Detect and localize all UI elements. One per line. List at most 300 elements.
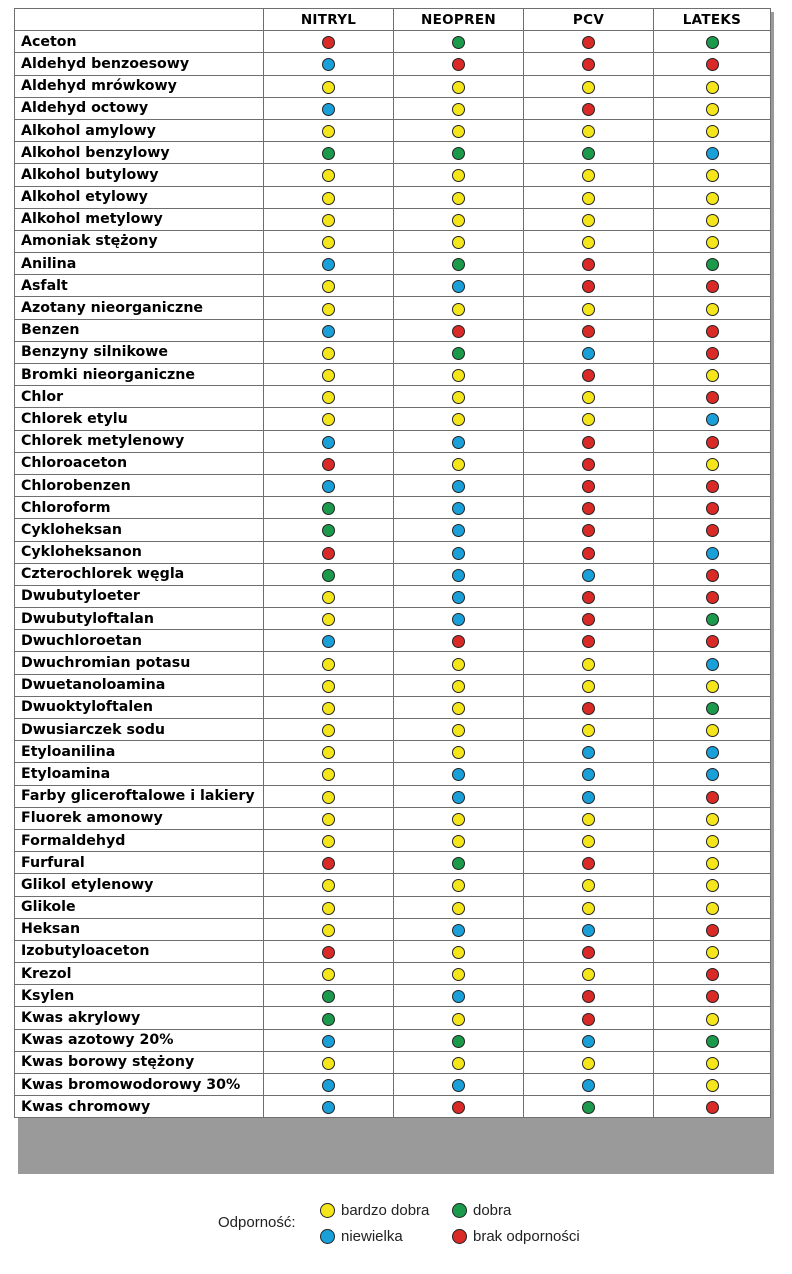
chemical-name-cell: Etyloamina bbox=[15, 763, 264, 785]
rating-cell-nitryl bbox=[264, 719, 394, 741]
green-rating-dot-icon bbox=[452, 347, 465, 360]
green-rating-dot-icon bbox=[452, 1035, 465, 1048]
rating-cell-nitryl bbox=[264, 75, 394, 97]
table-row bbox=[15, 1007, 771, 1029]
red-rating-dot-icon bbox=[706, 1101, 719, 1114]
blue-rating-dot-icon bbox=[452, 524, 465, 537]
rating-cell-lateks bbox=[654, 630, 771, 652]
red-rating-dot-icon bbox=[582, 857, 595, 870]
blue-rating-dot-icon bbox=[582, 1035, 595, 1048]
rating-cell-lateks bbox=[654, 763, 771, 785]
rating-cell-nitryl bbox=[264, 785, 394, 807]
legend-label-good: dobra bbox=[473, 1202, 512, 1219]
yellow-rating-dot-icon bbox=[322, 214, 335, 227]
rating-cell-nitryl bbox=[264, 364, 394, 386]
rating-cell-lateks bbox=[654, 386, 771, 408]
blue-rating-dot-icon bbox=[452, 569, 465, 582]
chemical-name-cell: Aldehyd benzoesowy bbox=[15, 53, 264, 75]
rating-cell-lateks bbox=[654, 430, 771, 452]
yellow-rating-dot-icon bbox=[322, 347, 335, 360]
rating-cell-lateks bbox=[654, 652, 771, 674]
yellow-rating-dot-icon bbox=[706, 879, 719, 892]
yellow-rating-dot-icon bbox=[582, 879, 595, 892]
yellow-rating-dot-icon bbox=[322, 835, 335, 848]
yellow-rating-dot-icon bbox=[322, 902, 335, 915]
rating-cell-lateks bbox=[654, 874, 771, 896]
rating-cell-neopren bbox=[394, 608, 524, 630]
red-rating-dot-icon bbox=[706, 58, 719, 71]
red-rating-dot-icon bbox=[582, 990, 595, 1003]
rating-cell-pcv bbox=[524, 963, 654, 985]
rating-cell-neopren bbox=[394, 31, 524, 53]
red-rating-dot-icon bbox=[582, 946, 595, 959]
chemical-name-cell: Dwusiarczek sodu bbox=[15, 719, 264, 741]
yellow-rating-dot-icon bbox=[706, 458, 719, 471]
table-row bbox=[15, 741, 771, 763]
rating-cell-lateks bbox=[654, 142, 771, 164]
table-row bbox=[15, 918, 771, 940]
table-row bbox=[15, 208, 771, 230]
rating-cell-nitryl bbox=[264, 630, 394, 652]
blue-rating-dot-icon bbox=[582, 569, 595, 582]
table-row bbox=[15, 652, 771, 674]
rating-cell-pcv bbox=[524, 142, 654, 164]
yellow-rating-dot-icon bbox=[322, 303, 335, 316]
yellow-rating-dot-icon bbox=[452, 1057, 465, 1070]
header-neopren: NEOPREN bbox=[394, 9, 524, 31]
rating-cell-pcv bbox=[524, 341, 654, 363]
chemical-name-cell: Formaldehyd bbox=[15, 829, 264, 851]
yellow-rating-dot-icon bbox=[452, 879, 465, 892]
chemical-name-cell: Chlorobenzen bbox=[15, 474, 264, 496]
chemical-name-cell: Dwuoktyloftalen bbox=[15, 696, 264, 718]
yellow-rating-dot-icon bbox=[452, 303, 465, 316]
chemical-name-cell: Dwubutyloeter bbox=[15, 585, 264, 607]
rating-cell-pcv bbox=[524, 75, 654, 97]
yellow-rating-dot-icon bbox=[452, 1013, 465, 1026]
rating-cell-neopren bbox=[394, 896, 524, 918]
blue-rating-dot-icon bbox=[322, 1035, 335, 1048]
rating-cell-neopren bbox=[394, 807, 524, 829]
rating-cell-nitryl bbox=[264, 119, 394, 141]
rating-cell-neopren bbox=[394, 452, 524, 474]
rating-cell-nitryl bbox=[264, 519, 394, 541]
rating-cell-lateks bbox=[654, 97, 771, 119]
rating-cell-pcv bbox=[524, 430, 654, 452]
yellow-rating-dot-icon bbox=[322, 658, 335, 671]
rating-cell-neopren bbox=[394, 630, 524, 652]
table-row bbox=[15, 430, 771, 452]
chemical-name-cell: Furfural bbox=[15, 852, 264, 874]
red-rating-dot-icon bbox=[582, 1013, 595, 1026]
chemical-name-cell: Bromki nieorganiczne bbox=[15, 364, 264, 386]
yellow-rating-dot-icon bbox=[322, 768, 335, 781]
rating-cell-pcv bbox=[524, 1074, 654, 1096]
rating-cell-lateks bbox=[654, 674, 771, 696]
rating-cell-nitryl bbox=[264, 696, 394, 718]
yellow-rating-dot-icon bbox=[706, 835, 719, 848]
blue-rating-dot-icon bbox=[582, 924, 595, 937]
chemical-name-cell: Dwuchloroetan bbox=[15, 630, 264, 652]
chemical-name-cell: Kwas akrylowy bbox=[15, 1007, 264, 1029]
blue-rating-dot-icon bbox=[322, 58, 335, 71]
header-row bbox=[15, 9, 771, 31]
yellow-rating-dot-icon bbox=[322, 169, 335, 182]
rating-cell-neopren bbox=[394, 1051, 524, 1073]
red-rating-dot-icon bbox=[706, 502, 719, 515]
yellow-rating-dot-icon bbox=[706, 902, 719, 915]
rating-cell-lateks bbox=[654, 474, 771, 496]
blue-rating-dot-icon bbox=[706, 547, 719, 560]
chemical-name-cell: Aceton bbox=[15, 31, 264, 53]
rating-cell-nitryl bbox=[264, 585, 394, 607]
yellow-rating-dot-icon bbox=[322, 791, 335, 804]
green-rating-dot-icon bbox=[452, 36, 465, 49]
table-row bbox=[15, 497, 771, 519]
yellow-rating-dot-icon bbox=[582, 813, 595, 826]
rating-cell-neopren bbox=[394, 253, 524, 275]
table-row bbox=[15, 563, 771, 585]
chemical-name-cell: Anilina bbox=[15, 253, 264, 275]
rating-cell-lateks bbox=[654, 408, 771, 430]
blue-rating-dot-icon bbox=[322, 436, 335, 449]
rating-cell-nitryl bbox=[264, 1051, 394, 1073]
table-row bbox=[15, 1074, 771, 1096]
rating-cell-pcv bbox=[524, 985, 654, 1007]
yellow-rating-dot-icon bbox=[582, 658, 595, 671]
chemical-name-cell: Benzen bbox=[15, 319, 264, 341]
rating-cell-neopren bbox=[394, 230, 524, 252]
table-row bbox=[15, 630, 771, 652]
rating-cell-nitryl bbox=[264, 652, 394, 674]
yellow-rating-dot-icon bbox=[452, 214, 465, 227]
legend-label-very-good: bardzo dobra bbox=[341, 1202, 430, 1219]
table-row bbox=[15, 608, 771, 630]
rating-cell-pcv bbox=[524, 53, 654, 75]
chemical-name-cell: Azotany nieorganiczne bbox=[15, 297, 264, 319]
chemical-name-cell: Dwubutyloftalan bbox=[15, 608, 264, 630]
rating-cell-lateks bbox=[654, 208, 771, 230]
rating-cell-lateks bbox=[654, 319, 771, 341]
rating-cell-lateks bbox=[654, 918, 771, 940]
legend-item-good bbox=[452, 1202, 511, 1219]
rating-cell-pcv bbox=[524, 807, 654, 829]
yellow-rating-dot-icon bbox=[582, 236, 595, 249]
rating-cell-pcv bbox=[524, 497, 654, 519]
red-rating-dot-icon bbox=[706, 280, 719, 293]
blue-rating-dot-icon bbox=[452, 613, 465, 626]
red-rating-dot-icon bbox=[706, 347, 719, 360]
rating-cell-neopren bbox=[394, 364, 524, 386]
yellow-rating-dot-icon bbox=[582, 968, 595, 981]
yellow-rating-dot-icon bbox=[322, 591, 335, 604]
yellow-rating-dot-icon bbox=[322, 613, 335, 626]
yellow-rating-dot-icon bbox=[322, 680, 335, 693]
yellow-rating-dot-icon bbox=[582, 835, 595, 848]
chemical-name-cell: Alkohol etylowy bbox=[15, 186, 264, 208]
table-row bbox=[15, 164, 771, 186]
rating-cell-pcv bbox=[524, 186, 654, 208]
green-rating-dot-icon bbox=[322, 524, 335, 537]
chemical-name-cell: Cykloheksanon bbox=[15, 541, 264, 563]
rating-cell-nitryl bbox=[264, 53, 394, 75]
legend-item-none bbox=[452, 1228, 580, 1245]
rating-cell-nitryl bbox=[264, 275, 394, 297]
rating-cell-pcv bbox=[524, 940, 654, 962]
rating-cell-neopren bbox=[394, 319, 524, 341]
blue-rating-dot-icon bbox=[706, 413, 719, 426]
rating-cell-nitryl bbox=[264, 674, 394, 696]
yellow-rating-dot-icon bbox=[452, 680, 465, 693]
green-rating-dot-icon bbox=[322, 990, 335, 1003]
red-rating-dot-icon bbox=[706, 391, 719, 404]
yellow-rating-dot-icon bbox=[452, 125, 465, 138]
red-rating-dot-icon bbox=[582, 547, 595, 560]
blue-rating-dot-icon bbox=[582, 791, 595, 804]
header-name-column bbox=[15, 9, 264, 31]
rating-cell-neopren bbox=[394, 275, 524, 297]
red-rating-dot-icon bbox=[322, 36, 335, 49]
table-row bbox=[15, 97, 771, 119]
table-row bbox=[15, 1029, 771, 1051]
chemical-name-cell: Etyloanilina bbox=[15, 741, 264, 763]
table-row bbox=[15, 75, 771, 97]
rating-cell-nitryl bbox=[264, 430, 394, 452]
red-rating-dot-icon bbox=[706, 325, 719, 338]
red-rating-dot-icon bbox=[582, 458, 595, 471]
rating-cell-lateks bbox=[654, 852, 771, 874]
rating-cell-pcv bbox=[524, 874, 654, 896]
rating-cell-neopren bbox=[394, 763, 524, 785]
yellow-rating-dot-icon bbox=[706, 169, 719, 182]
rating-cell-neopren bbox=[394, 474, 524, 496]
rating-cell-pcv bbox=[524, 1029, 654, 1051]
blue-rating-dot-icon bbox=[582, 746, 595, 759]
yellow-rating-dot-icon bbox=[582, 169, 595, 182]
yellow-rating-dot-icon bbox=[706, 303, 719, 316]
blue-rating-dot-icon bbox=[452, 768, 465, 781]
table-row bbox=[15, 696, 771, 718]
rating-cell-neopren bbox=[394, 1029, 524, 1051]
rating-cell-lateks bbox=[654, 164, 771, 186]
blue-rating-dot-icon bbox=[322, 635, 335, 648]
rating-cell-lateks bbox=[654, 829, 771, 851]
rating-cell-lateks bbox=[654, 785, 771, 807]
yellow-rating-dot-icon bbox=[452, 658, 465, 671]
rating-cell-lateks bbox=[654, 541, 771, 563]
chemical-name-cell: Ksylen bbox=[15, 985, 264, 1007]
red-rating-dot-icon bbox=[452, 58, 465, 71]
rating-cell-lateks bbox=[654, 608, 771, 630]
blue-rating-dot-icon bbox=[582, 347, 595, 360]
rating-cell-pcv bbox=[524, 275, 654, 297]
red-rating-dot-icon bbox=[582, 325, 595, 338]
legend-item-very-good bbox=[320, 1202, 429, 1219]
rating-cell-nitryl bbox=[264, 297, 394, 319]
rating-cell-neopren bbox=[394, 408, 524, 430]
header-lateks: LATEKS bbox=[654, 9, 771, 31]
table-row bbox=[15, 341, 771, 363]
rating-cell-lateks bbox=[654, 119, 771, 141]
yellow-rating-dot-icon bbox=[322, 236, 335, 249]
rating-cell-pcv bbox=[524, 741, 654, 763]
red-rating-dot-icon bbox=[322, 857, 335, 870]
green-rating-dot-icon bbox=[452, 147, 465, 160]
rating-cell-nitryl bbox=[264, 763, 394, 785]
green-rating-dot-icon bbox=[706, 1035, 719, 1048]
table-row bbox=[15, 963, 771, 985]
table-row bbox=[15, 408, 771, 430]
rating-cell-pcv bbox=[524, 364, 654, 386]
yellow-rating-dot-icon bbox=[582, 724, 595, 737]
yellow-rating-dot-icon bbox=[322, 413, 335, 426]
blue-rating-dot-icon bbox=[706, 658, 719, 671]
rating-cell-neopren bbox=[394, 874, 524, 896]
rating-cell-lateks bbox=[654, 253, 771, 275]
rating-cell-nitryl bbox=[264, 1007, 394, 1029]
yellow-rating-dot-icon bbox=[706, 214, 719, 227]
yellow-rating-dot-icon bbox=[322, 280, 335, 293]
yellow-rating-dot-icon bbox=[582, 680, 595, 693]
rating-cell-neopren bbox=[394, 430, 524, 452]
rating-cell-pcv bbox=[524, 608, 654, 630]
yellow-rating-dot-icon bbox=[582, 214, 595, 227]
red-rating-dot-icon bbox=[706, 569, 719, 582]
rating-cell-lateks bbox=[654, 563, 771, 585]
rating-cell-neopren bbox=[394, 918, 524, 940]
red-rating-dot-icon bbox=[582, 280, 595, 293]
rating-cell-nitryl bbox=[264, 408, 394, 430]
legend-blue-dot-icon bbox=[320, 1229, 335, 1244]
chemical-name-cell: Aldehyd mrówkowy bbox=[15, 75, 264, 97]
rating-cell-lateks bbox=[654, 807, 771, 829]
rating-cell-lateks bbox=[654, 75, 771, 97]
yellow-rating-dot-icon bbox=[582, 192, 595, 205]
rating-cell-nitryl bbox=[264, 1029, 394, 1051]
rating-cell-neopren bbox=[394, 985, 524, 1007]
red-rating-dot-icon bbox=[706, 480, 719, 493]
yellow-rating-dot-icon bbox=[452, 946, 465, 959]
table-row bbox=[15, 585, 771, 607]
rating-cell-nitryl bbox=[264, 186, 394, 208]
rating-cell-pcv bbox=[524, 1051, 654, 1073]
table-header bbox=[15, 9, 771, 31]
rating-cell-lateks bbox=[654, 1029, 771, 1051]
rating-cell-nitryl bbox=[264, 963, 394, 985]
rating-cell-nitryl bbox=[264, 31, 394, 53]
yellow-rating-dot-icon bbox=[322, 81, 335, 94]
rating-cell-neopren bbox=[394, 652, 524, 674]
rating-cell-nitryl bbox=[264, 874, 394, 896]
yellow-rating-dot-icon bbox=[322, 724, 335, 737]
rating-cell-nitryl bbox=[264, 985, 394, 1007]
rating-cell-lateks bbox=[654, 963, 771, 985]
rating-cell-neopren bbox=[394, 142, 524, 164]
blue-rating-dot-icon bbox=[322, 258, 335, 271]
yellow-rating-dot-icon bbox=[322, 391, 335, 404]
green-rating-dot-icon bbox=[322, 147, 335, 160]
blue-rating-dot-icon bbox=[706, 746, 719, 759]
yellow-rating-dot-icon bbox=[706, 1079, 719, 1092]
rating-cell-neopren bbox=[394, 696, 524, 718]
rating-cell-pcv bbox=[524, 696, 654, 718]
yellow-rating-dot-icon bbox=[452, 902, 465, 915]
red-rating-dot-icon bbox=[322, 458, 335, 471]
red-rating-dot-icon bbox=[582, 258, 595, 271]
rating-cell-lateks bbox=[654, 585, 771, 607]
rating-cell-nitryl bbox=[264, 1074, 394, 1096]
blue-rating-dot-icon bbox=[706, 768, 719, 781]
legend-label-none: brak odporności bbox=[473, 1228, 580, 1245]
rating-cell-nitryl bbox=[264, 1096, 394, 1118]
yellow-rating-dot-icon bbox=[322, 968, 335, 981]
rating-cell-pcv bbox=[524, 563, 654, 585]
table-row bbox=[15, 230, 771, 252]
rating-cell-lateks bbox=[654, 1074, 771, 1096]
rating-cell-neopren bbox=[394, 852, 524, 874]
yellow-rating-dot-icon bbox=[452, 81, 465, 94]
chemical-name-cell: Alkohol metylowy bbox=[15, 208, 264, 230]
chemical-name-cell: Alkohol amylowy bbox=[15, 119, 264, 141]
rating-cell-nitryl bbox=[264, 852, 394, 874]
yellow-rating-dot-icon bbox=[582, 902, 595, 915]
rating-cell-pcv bbox=[524, 585, 654, 607]
blue-rating-dot-icon bbox=[582, 1079, 595, 1092]
rating-cell-pcv bbox=[524, 630, 654, 652]
rating-cell-pcv bbox=[524, 297, 654, 319]
rating-cell-neopren bbox=[394, 119, 524, 141]
table-row bbox=[15, 319, 771, 341]
table-row bbox=[15, 985, 771, 1007]
chemical-name-cell: Chlorek etylu bbox=[15, 408, 264, 430]
chemical-name-cell: Dwuetanoloamina bbox=[15, 674, 264, 696]
rating-cell-pcv bbox=[524, 31, 654, 53]
yellow-rating-dot-icon bbox=[322, 369, 335, 382]
table-row bbox=[15, 829, 771, 851]
blue-rating-dot-icon bbox=[322, 1101, 335, 1114]
chemical-name-cell: Farby gliceroftalowe i lakiery bbox=[15, 785, 264, 807]
chemical-name-cell: Kwas borowy stężony bbox=[15, 1051, 264, 1073]
yellow-rating-dot-icon bbox=[452, 968, 465, 981]
table-row bbox=[15, 474, 771, 496]
yellow-rating-dot-icon bbox=[706, 1013, 719, 1026]
rating-cell-neopren bbox=[394, 208, 524, 230]
chemical-name-cell: Fluorek amonowy bbox=[15, 807, 264, 829]
rating-cell-pcv bbox=[524, 918, 654, 940]
yellow-rating-dot-icon bbox=[706, 369, 719, 382]
yellow-rating-dot-icon bbox=[706, 125, 719, 138]
table-row bbox=[15, 142, 771, 164]
rating-cell-neopren bbox=[394, 1096, 524, 1118]
rating-cell-lateks bbox=[654, 230, 771, 252]
chemical-name-cell: Cykloheksan bbox=[15, 519, 264, 541]
red-rating-dot-icon bbox=[582, 480, 595, 493]
rating-cell-lateks bbox=[654, 741, 771, 763]
red-rating-dot-icon bbox=[582, 591, 595, 604]
rating-cell-lateks bbox=[654, 985, 771, 1007]
red-rating-dot-icon bbox=[582, 502, 595, 515]
rating-cell-lateks bbox=[654, 497, 771, 519]
yellow-rating-dot-icon bbox=[452, 236, 465, 249]
red-rating-dot-icon bbox=[582, 58, 595, 71]
yellow-rating-dot-icon bbox=[706, 192, 719, 205]
rating-cell-neopren bbox=[394, 186, 524, 208]
chemical-name-cell: Glikol etylenowy bbox=[15, 874, 264, 896]
blue-rating-dot-icon bbox=[582, 768, 595, 781]
rating-cell-nitryl bbox=[264, 829, 394, 851]
blue-rating-dot-icon bbox=[452, 591, 465, 604]
rating-cell-pcv bbox=[524, 652, 654, 674]
